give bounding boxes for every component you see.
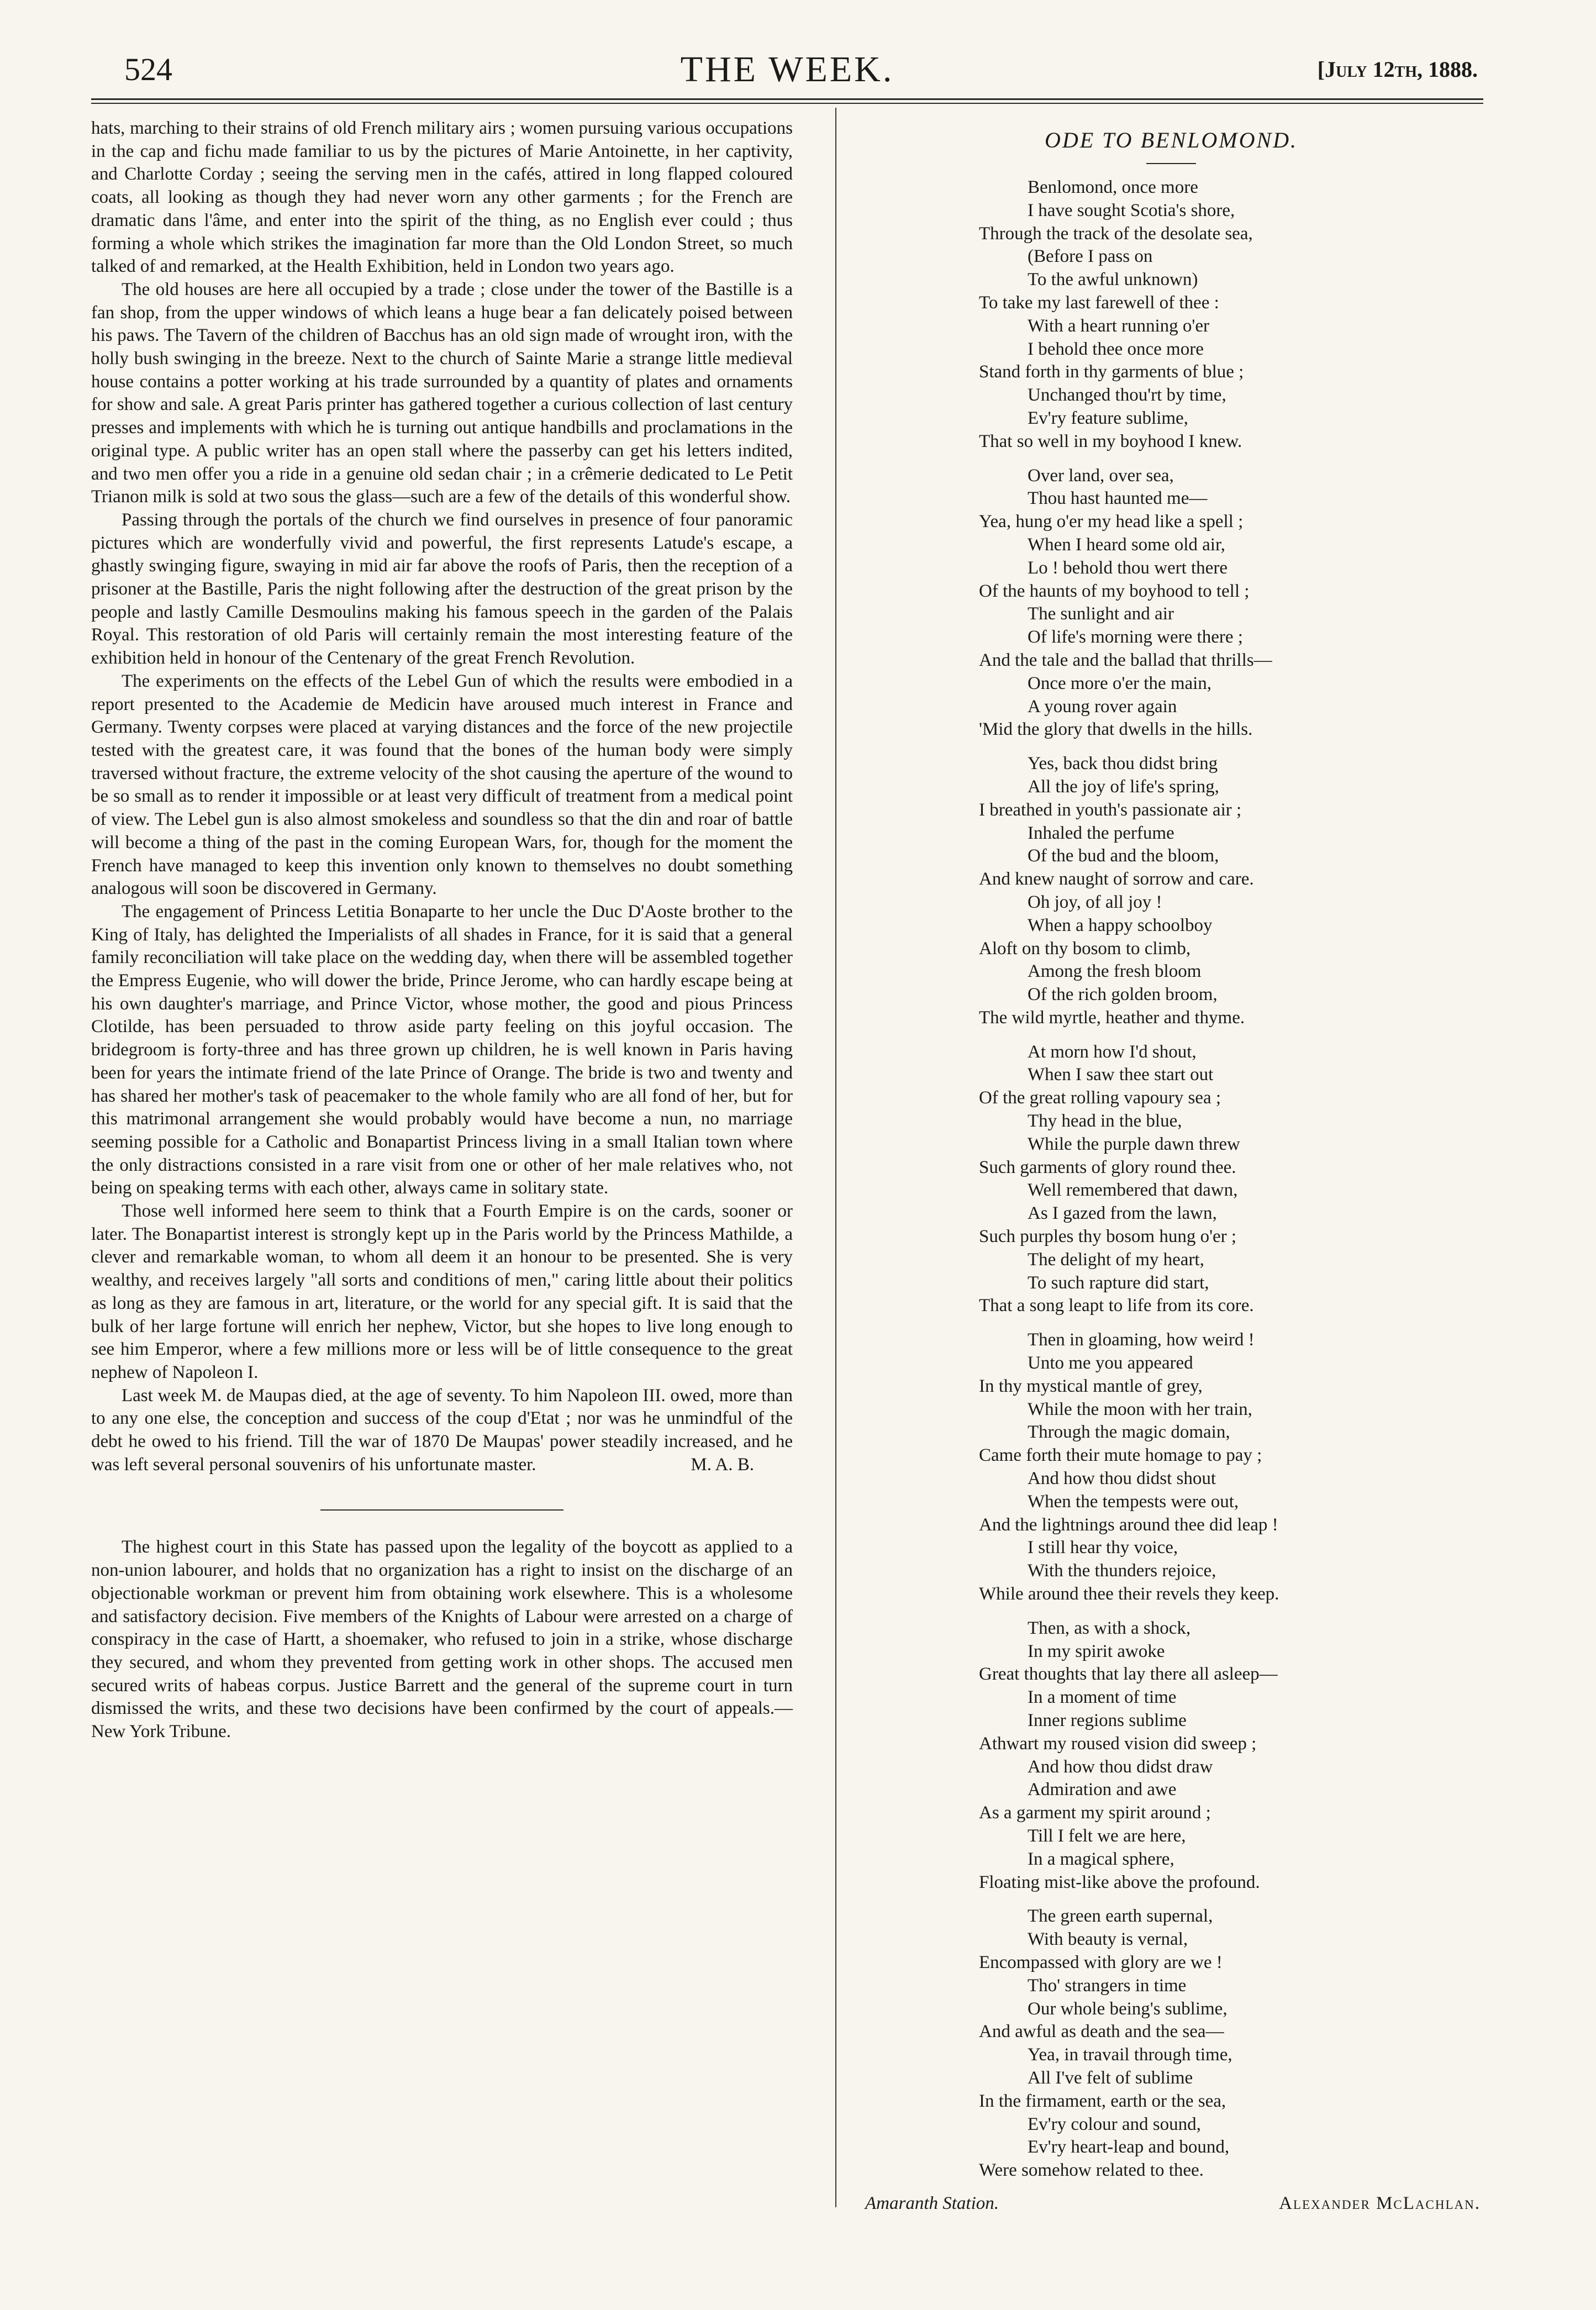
poem-line: The wild myrtle, heather and thyme. (979, 1007, 1245, 1028)
poem-line: And awful as death and the sea— (979, 2022, 1224, 2042)
poem-line: When the tempests were out, (1028, 1491, 1239, 1512)
poem-line: Thou hast haunted me— (1028, 488, 1208, 509)
issue-date: [July 12th, 1888. (1317, 57, 1478, 82)
poem-line: Floating mist-like above the profound. (979, 1872, 1260, 1892)
header-rule-thick (91, 98, 1483, 100)
column-divider (835, 108, 836, 2207)
article-paragraph: Passing through the portals of the church we find ourselves in presence of four panoramic pictures which are wonderfully vivid and powerful, the first represents Latude's escape, a ghastly swinging figure, swaying in mid air far above the roofs of Paris, then the reception of a prisoner at the Bastille, Paris the night following after the destruction of the great prison by the people and lastly Camille Desmoulins making his famous speech in the garden of the Palais Royal. This restoration of old Paris will certainly remain the most interesting feature of the exhibition held in honour of the Centenary of the great French Revolution. (91, 509, 793, 669)
article-paragraph: Those well informed here seem to think that a Fourth Empire is on the cards, sooner or later. The Bonapartist interest is strongly kept up in the Paris world by the Princess Mathilde, a clever and remarkable woman, to whom all deem it an honour to be presented. She is very wealthy, and receives largely "all sorts and conditions of men," caring little about their politics as long as they are famous in art, literature, or the world for any special gift. It is said that the bulk of her large fortune will enrich her nephew, Victor, but she hopes to live long enough to see him Emperor, where a few millions more or less will be of little consequence to the great nephew of Napoleon I. (91, 1201, 793, 1382)
poem-line: At morn how I'd shout, (1028, 1041, 1197, 1062)
poem-line: The sunlight and air (1028, 604, 1174, 624)
poem-line: And knew naught of sorrow and care. (979, 869, 1254, 890)
poem-line: Admiration and awe (1028, 1780, 1177, 1800)
title-rule (1146, 163, 1196, 164)
poem-stanza (862, 176, 1481, 454)
poem-line: Yea, in travail through time, (1028, 2045, 1232, 2065)
poem-line: Great thoughts that lay there all asleep— (979, 1664, 1278, 1685)
poem-line: Till I felt we are here, (1028, 1825, 1186, 1846)
article-paragraph: hats, marching to their strains of old French military airs ; women pursuing various occupations in the cap and fichu made familiar to us by the pictures of Marie Antoinette, in her captivity, and Charlotte Corday ; seeing the serving men in the cafés, attired in long flapped coloured coats, all looking as though they had never worn any other garments ; for the French are dramatic dans l'âme, and enter into the spirit of the thing, as no English ever could ; thus forming a whole which strikes the imagination far more than the Old London Street, so much talked of and remarked, at the Health Exhibition, held in London two years ago. (91, 118, 793, 277)
poem-line: To the awful unknown) (1028, 270, 1198, 290)
poem-line: Yes, back thou didst bring (1028, 754, 1218, 774)
poem-line: Through the magic domain, (1028, 1422, 1230, 1443)
poem-line: In the firmament, earth or the sea, (979, 2091, 1226, 2111)
poem-line: And how thou didst draw (1028, 1756, 1213, 1777)
poem-line: In a moment of time (1028, 1687, 1177, 1708)
poem-stanza (862, 1617, 1481, 1895)
poem-line: Aloft on thy bosom to climb, (979, 938, 1191, 959)
poem-line: The green earth supernal, (1028, 1906, 1213, 1927)
poem-line: Were somehow related to thee. (979, 2160, 1204, 2181)
poem-line: Stand forth in thy garments of blue ; (979, 362, 1244, 382)
poem-line: Ev'ry feature sublime, (1028, 408, 1188, 428)
poem-line: Came forth their mute homage to pay ; (979, 1445, 1262, 1466)
poem-line: Of the great rolling vapoury sea ; (979, 1088, 1221, 1108)
poem-line: Inhaled the perfume (1028, 823, 1174, 843)
boycott-note: The highest court in this State has passed upon the legality of the boycott as applied to a non-union labourer, and holds that no organization has a right to insist on the discharge of an objectionable workman or prevent him from obtaining work elsewhere. This is a wholesome and satisfactory decision. Five members of the Knights of Labour were arrested on a charge of conspiracy in the case of Hartt, a shoemaker, who refused to join in a strike, whose discharge they secured, and whom they prevented from getting work in other shops. The accused men secured writs of habeas corpus. Justice Barrett and the general of the supreme court in turn dismissed the writs, and these two decisions have been confirmed by the court of appeals.—New York Tribune. (91, 1537, 793, 1742)
poem-place: Amaranth Station. (865, 2193, 999, 2213)
poem-line: I still hear thy voice, (1028, 1538, 1178, 1558)
poem-line: Yea, hung o'er my head like a spell ; (979, 512, 1244, 532)
poem-line: As I gazed from the lawn, (1028, 1203, 1217, 1224)
poem-line: And the lightnings around thee did leap ! (979, 1514, 1278, 1535)
poem-line: Then in gloaming, how weird ! (1028, 1330, 1255, 1350)
poem-author: Alexander McLachlan. (1279, 2193, 1481, 2213)
poem-line: Such garments of glory round thee. (979, 1157, 1236, 1177)
poem-line: With beauty is vernal, (1028, 1929, 1188, 1950)
poem-line: And the tale and the ballad that thrills— (979, 650, 1272, 670)
masthead-title: THE WEEK. (680, 49, 894, 90)
poem-line: 'Mid the glory that dwells in the hills. (979, 719, 1253, 740)
left-column (91, 117, 793, 1744)
poem-line: Benlomond, once more (1028, 177, 1198, 197)
poem-line: With the thunders rejoice, (1028, 1561, 1216, 1581)
poem-line: Our whole being's sublime, (1028, 1998, 1228, 2019)
poem-line: Once more o'er the main, (1028, 673, 1212, 693)
poem-line: The delight of my heart, (1028, 1249, 1204, 1270)
poem-line: In thy mystical mantle of grey, (979, 1376, 1203, 1396)
poem-line: (Before I pass on (1028, 246, 1153, 267)
poem-line: Unto me you appeared (1028, 1353, 1193, 1374)
poem-line: I have sought Scotia's shore, (1028, 200, 1235, 220)
poem-line: With a heart running o'er (1028, 315, 1210, 336)
poem-line: When I heard some old air, (1028, 534, 1225, 555)
poem-stanza (862, 1041, 1481, 1318)
poem-column (862, 117, 1481, 2221)
poem-line: Of the bud and the bloom, (1028, 846, 1219, 866)
poem-line: To take my last farewell of thee : (979, 292, 1219, 313)
poem-line: Of the rich golden broom, (1028, 985, 1218, 1005)
poem-line: I breathed in youth's passionate air ; (979, 799, 1242, 820)
poem-line: In my spirit awoke (1028, 1641, 1165, 1661)
poem-line: While the moon with her train, (1028, 1399, 1252, 1419)
poem-line: When I saw thee start out (1028, 1065, 1214, 1085)
poem-line: Over land, over sea, (1028, 465, 1174, 486)
article-signature: M. A. B. (691, 1454, 754, 1475)
poem-line: Inner regions sublime (1028, 1711, 1187, 1730)
poem-stanza (862, 1905, 1481, 2182)
poem-line: Oh joy, of all joy ! (1028, 892, 1162, 912)
article-paragraph: The experiments on the effects of the Lebel Gun of which the results were embodied in a report presented to the Academie de Medicin have aroused much interest in France and Germany. Twenty corpses were placed at varying distances and the force of the new projectile tested with the greatest care, it was found that the bones of the human body were simply traversed without fracture, the extreme velocity of the shot causing the aperture of the wound to be so small as to render it impossible or at least very difficult of treatment from a medical point of view. The Lebel gun is also almost smokeless and soundless so that the din and roar of battle will become a thing of the past in the coming European Wars, for, though for the moment the French have managed to keep this invention only known to themselves no doubt something analogous will soon be discovered in Germany. (91, 671, 793, 899)
poem-line: Athwart my roused vision did sweep ; (979, 1733, 1257, 1754)
poem-line: Ev'ry colour and sound, (1028, 2114, 1201, 2134)
poem-stanza (862, 753, 1481, 1030)
poem-line: That so well in my boyhood I knew. (979, 431, 1242, 451)
poem-line: Of life's morning were there ; (1028, 627, 1243, 648)
poem-line: I behold thee once more (1028, 339, 1204, 359)
page-header (91, 49, 1483, 93)
article-paragraph: The engagement of Princess Letitia Bonaparte to her uncle the Duc D'Aoste brother to the King of Italy, has delighted the Imperialists of all shades in France, for it is said that a general family reconciliation will take place on the wedding day, when there will be assembled together the Empress Eugenie, who will dower the bride, Prince Jerome, who can hardly escape being at his own daughter's marriage, and Prince Victor, whose mother, the good and pious Princess Clotilde, has been persuaded to throw aside party feeling on this joyful occasion. The bridegroom is forty-three and has three grown up children, he is well known in Paris having been for years the intimate friend of the late Prince of Orange. The bride is two and twenty and has shared her mother's task of peacemaker to the whole family who are all fond of her, but for this matrimonal arrangement she would probably would have become a nun, no marriage seeming possible for a Catholic and Bonapartist Princess living in a small Italian town where the only distractions consisted in a rare visit from one or other of her male relatives who, not being on speaking terms with each other, always came in solitary state. (91, 901, 793, 1198)
poem-line: Then, as with a shock, (1028, 1618, 1191, 1638)
poem-line: Tho' strangers in time (1028, 1975, 1187, 1996)
poem-line: Lo ! behold thou wert there (1028, 557, 1228, 578)
article-paragraph-last (91, 1385, 793, 1477)
poem-line: Unchanged thou'rt by time, (1028, 385, 1226, 406)
poem-line: A young rover again (1028, 696, 1177, 717)
poem-line: Well remembered that dawn, (1028, 1180, 1238, 1201)
poem-title: ODE TO BENLOMOND. (1044, 128, 1298, 152)
poem-body (862, 176, 1481, 2182)
poem-line: In a magical sphere, (1028, 1849, 1174, 1869)
poem-line: When a happy schoolboy (1028, 915, 1213, 935)
poem-line: Of the haunts of my boyhood to tell ; (979, 581, 1250, 601)
poem-line: As a garment my spirit around ; (979, 1803, 1211, 1823)
poem-line: Ev'ry heart-leap and bound, (1028, 2137, 1230, 2158)
header-rule-thin (91, 103, 1483, 104)
poem-line: All I've felt of sublime (1028, 2067, 1193, 2088)
poem-line: Encompassed with glory are we ! (979, 1952, 1223, 1972)
poem-line: And how thou didst shout (1028, 1469, 1216, 1489)
poem-stanza (862, 1329, 1481, 1606)
poem-line: Among the fresh bloom (1028, 961, 1202, 982)
poem-line: That a song leapt to life from its core. (979, 1296, 1254, 1316)
article-paragraph: The old houses are here all occupied by a trade ; close under the tower of the Bastille is a fan shop, from the upper windows of which leans a huge bear a fan delicately poised between his paws. The Tavern of the children of Bacchus has an old sign made of wrought iron, with the holly bush swinging in the breeze. Next to the church of Sainte Marie a strange little medieval house contains a potter working at his trade surrounded by a quantity of plates and ornaments for show and sale. A great Paris printer has gathered together a curious collection of last century presses and implements with which he is turning out antique handbills and proclamations in the original type. A public writer has an open stall where the passerby can get his letters indited, and two men offer you a ride in a genuine old sedan chair ; in a crêmerie dedicated to Le Petit Trianon milk is sold at two sous the glass—such are a few of the details of this wonderful show. (91, 279, 793, 507)
article-paragraph-text: Last week M. de Maupas died, at the age of seventy. To him Napoleon III. owed, more than to any one else, the conception and success of the coup d'Etat ; nor was he unmindful of the debt he owed to his friend. Till the war of 1870 De Maupas' power steadily increased, and he was left several personal souvenirs of his unfortunate master. (91, 1385, 793, 1475)
poem-line: All the joy of life's spring, (1028, 776, 1219, 797)
poem-line: Thy head in the blue, (1028, 1111, 1182, 1132)
poem-footer (862, 2193, 1481, 2221)
poem-line: Through the track of the desolate sea, (979, 223, 1253, 244)
poem-stanza (862, 465, 1481, 742)
page-number: 524 (124, 51, 172, 87)
poem-line: To such rapture did start, (1028, 1272, 1209, 1293)
section-divider (320, 1509, 563, 1511)
poem-line: While around thee their revels they keep. (979, 1584, 1279, 1604)
poem-line: While the purple dawn threw (1028, 1134, 1240, 1154)
poem-line: Such purples thy bosom hung o'er ; (979, 1227, 1237, 1247)
